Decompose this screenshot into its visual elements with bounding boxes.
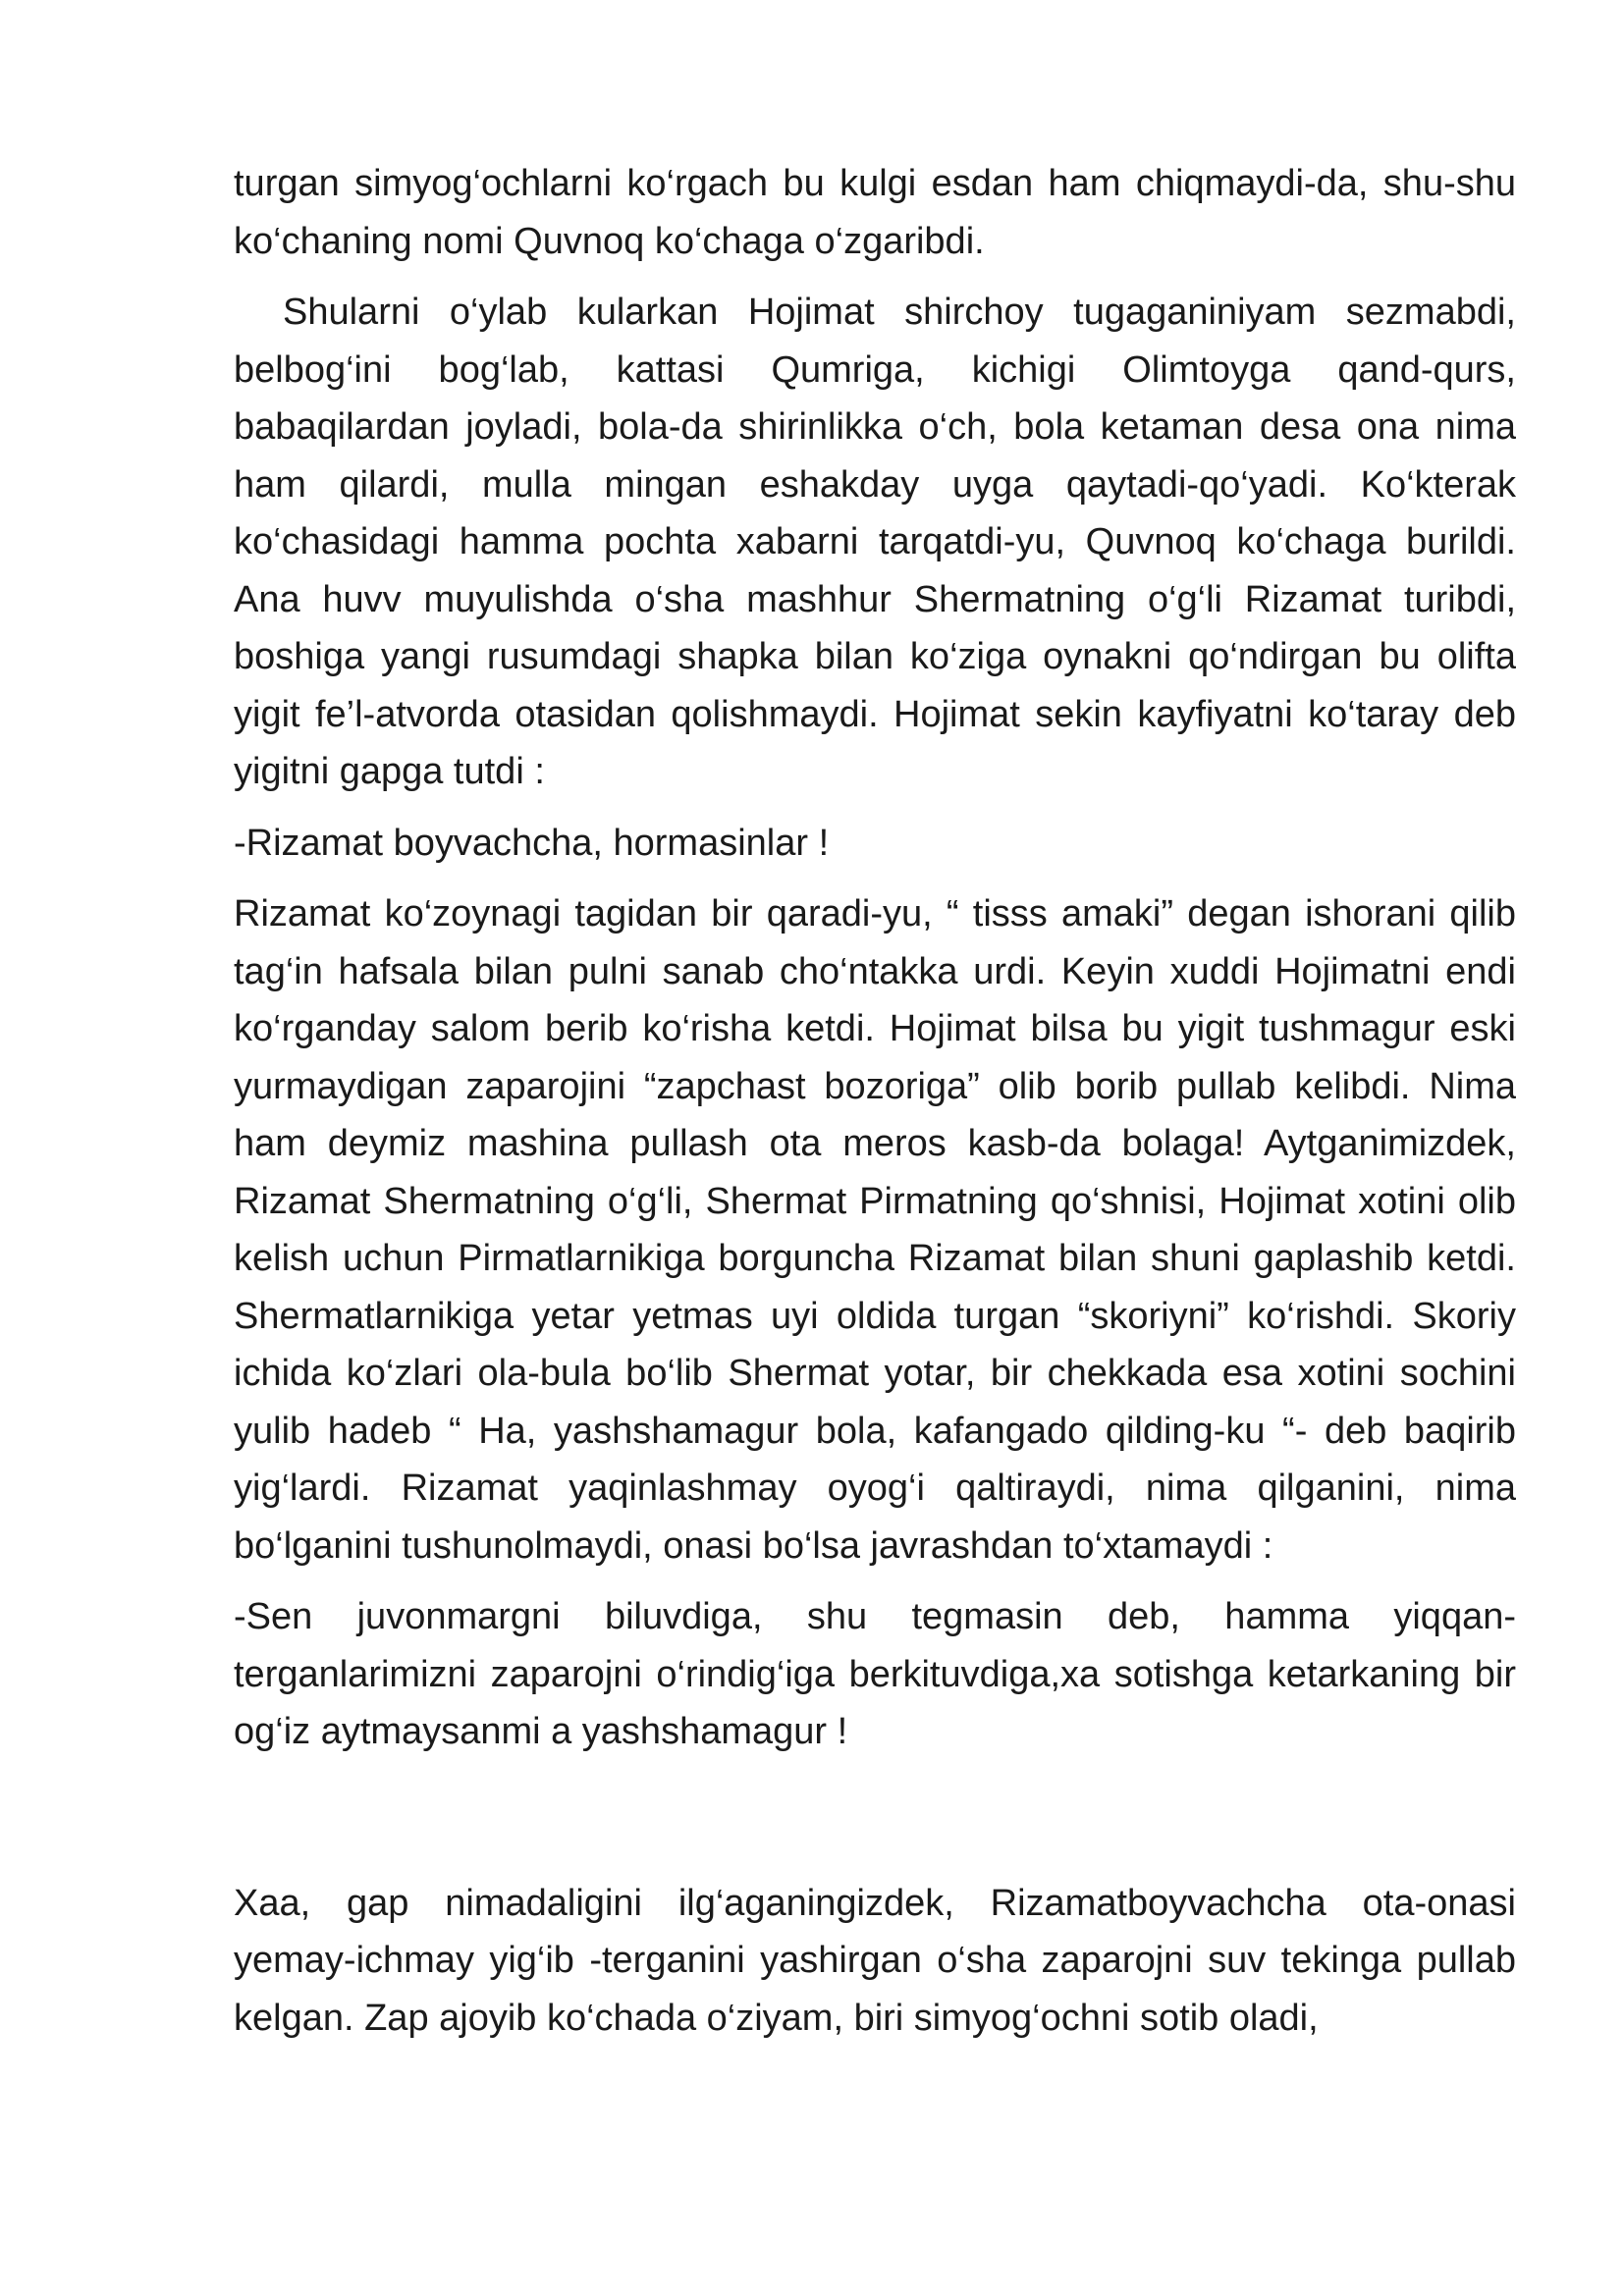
paragraph-1: turgan simyog‘ochlarni ko‘rgach bu kulgi esdan ham chiqmaydi-da, shu-shu ko‘chaning nomi Quvnoq ko‘chaga o‘zgaribdi. xyxy=(234,163,1516,262)
paragraph-5-dialogue: -Sen juvonmargni biluvdiga, shu tegmasin deb, hamma yiqqan-terganlarimizni zaparojni o‘rindig‘iga berkituvdiga,xa sotishga ketarkaning bir og‘iz aytmaysanmi a yashshamagur ! xyxy=(234,1596,1516,1752)
paragraph-3-dialogue: -Rizamat boyvachcha, hormasinlar ! xyxy=(234,822,830,864)
paragraph-6: Xaa, gap nimadaligini ilg‘aganingizdek, Rizamatboyvachcha ota-onasi yemay-ichmay yig‘ib -terganini yashirgan o‘sha zaparojni suv tekinga pullab kelgan. Zap ajoyib ko‘chada o‘ziyam, biri simyog‘ochni sotib oladi, xyxy=(234,1882,1516,2039)
paragraph-4: Rizamat ko‘zoynagi tagidan bir qaradi-yu, “ tisss amaki” degan ishorani qilib tag‘in hafsala bilan pulni sanab cho‘ntakka urdi. Keyin xuddi Hojimatni endi ko‘rganday salom berib ko‘risha ketdi. Hojimat bilsa bu yigit tushmagur eski yurmaydigan zaparojini “zapchast bozoriga” olib borib pullab kelibdi. Nima ham deymiz mashina pullash ota meros kasb-da bolaga! Aytganimizdek, Rizamat Shermatning o‘g‘li, Shermat Pirmatning qo‘shnisi, Hojimat xotini olib kelish uchun Pirmatlarnikiga borguncha Rizamat bilan shuni gaplashib ketdi. Shermatlarnikiga yetar yetmas uyi oldida turgan “skoriyni” ko‘rishdi. Skoriy ichida ko‘zlari ola-bula bo‘lib Shermat yotar, bir chekkada esa xotini sochini yulib hadeb “ Ha, yashshamagur bola, kafangado qilding-ku “- deb baqirib yig‘lardi. Rizamat yaqinlashmay oyog‘i qaltiraydi, nima qilganini, nima bo‘lganini tushunolmaydi, onasi bo‘lsa javrashdan to‘xtamaydi : xyxy=(234,893,1516,1567)
document-page xyxy=(234,155,1516,2047)
paragraph-2: Shularni o‘ylab kularkan Hojimat shirchoy tugaganiniyam sezmabdi, belbog‘ini bog‘lab, kattasi Qumriga, kichigi Olimtoyga qand-qurs, babaqilardan joyladi, bola-da shirinlikka o‘ch, bola ketaman desa ona nima ham qilardi, mulla mingan eshakday uyga qaytadi-qo‘yadi. Ko‘kterak ko‘chasidagi hamma pochta xabarni tarqatdi-yu, Quvnoq ko‘chaga burildi. Ana huvv muyulishda o‘sha mashhur Shermatning o‘g‘li Rizamat turibdi, boshiga yangi rusumdagi shapka bilan ko‘ziga oynakni qo‘ndirgan bu olifta yigit fe’l-atvorda otasidan qolishmaydi. Hojimat sekin kayfiyatni ko‘taray deb yigitni gapga tutdi : xyxy=(234,292,1516,792)
